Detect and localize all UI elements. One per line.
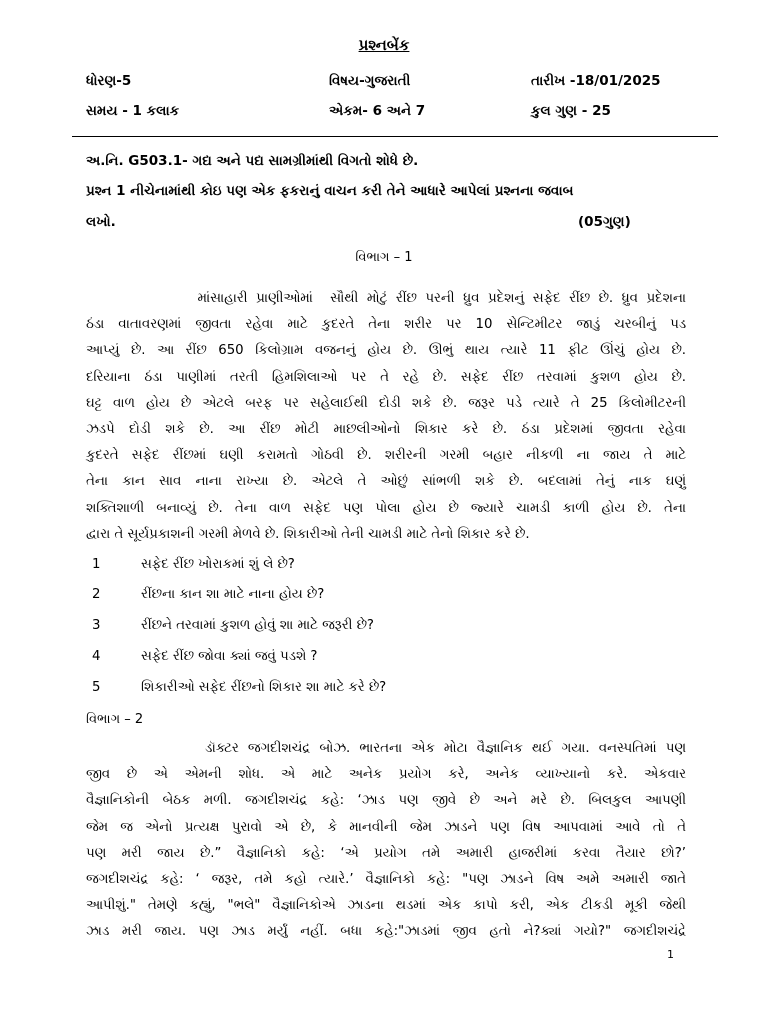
- paragraph-line: શક્તિશાળી બનાવ્યું છે. તેના વાળ સફેદ પણ પોલા હોય છે જ્યારે ચામડી કાળી હોય છે. તેના: [86, 500, 686, 516]
- paragraph-line: જેમ જ એનો પ્રત્યક્ષ પુરાવો એ છે, કે માનવીની જેમ ઝાડને પણ વિષ આપવામાં આવે તો તે: [86, 819, 686, 835]
- section-1-heading: વિભાગ – 1: [355, 250, 413, 265]
- paragraph-line: આપીશું." તેમણે કહ્યું, "ભલે" વૈજ્ઞાનિકોએ ઝાડના થડમાં એક કાપો કરી, એક ટીકડી મૂકી જેથી: [86, 898, 686, 914]
- total-marks-label: કુલ ગુણ - 25: [531, 103, 611, 119]
- sub-question: [92, 618, 374, 633]
- subject-label: વિષય-ગુજરાતી: [329, 73, 411, 89]
- sub-question-text: રીંછને તરવામાં કુશળ હોવું શા માટે જરૂરી છે?: [141, 618, 374, 633]
- paragraph-line: ઘટ્ટ વાળ હોય છે એટલે બરફ પર સહેલાઈથી દોડી શકે છે. જરૂર પડે ત્યારે તે 25 કિલોમીટરની: [86, 395, 686, 411]
- question-1-instruction-cont: લખો.: [86, 214, 116, 230]
- sub-question: [92, 557, 295, 572]
- paragraph-line: ઠંડા વાતાવરણમાં જીવતા રહેવા માટે કુદરતે તેના શરીર પર 10 સેન્ટિમીટર જાડું ચરબીનું પડ: [86, 317, 686, 333]
- learning-objective: અ.નિ. G503.1- ગદ્ય અને પદ્ય સામગ્રીમાંથી વિગતો શોધે છે.: [86, 153, 419, 169]
- sub-question-number: 2: [92, 587, 101, 602]
- header-row-2: [86, 103, 696, 125]
- question-1-instruction: પ્રશ્ન 1 નીચેનામાંથી કોઇ પણ એક ફકરાનું વાચન કરી તેને આધારે આપેલાં પ્રશ્નના જવાબ: [86, 183, 574, 199]
- paragraph-line: પણ મરી જાય છે.” વૈજ્ઞાનિકો કહે: ‘એ પ્રયોગ તમે અમારી હાજરીમાં કરવા તૈયાર છો?’: [86, 845, 686, 861]
- paragraph-line: દ્વારા તે સૂર્યપ્રકાશની ગરમી મેળવે છે. શિકારીઓ તેની ચામડી માટે તેનો શિકાર કરે છે.: [86, 526, 530, 542]
- unit-label: એકમ- 6 અને 7: [329, 103, 426, 119]
- sub-question: [92, 680, 386, 695]
- paragraph-line: તેના કાન સાવ નાના રાખ્યા છે. એટલે તે ઓછું સાંભળી શકે છે. બદલામાં તેનું નાક ઘણું: [86, 474, 686, 490]
- paragraph-line: જીવ છે એ એમની શોધ. એ માટે અનેક પ્રયોગ કરે, અનેક વ્યાખ્યાનો કરે. એકવાર: [86, 767, 686, 783]
- page-title: પ્રશ્નબેંક: [358, 36, 410, 54]
- question-1-marks: (05ગુણ): [578, 214, 631, 230]
- sub-question: [92, 587, 324, 602]
- time-label: સમય - 1 કલાક: [86, 103, 180, 119]
- sub-question-number: 5: [92, 680, 101, 695]
- grade-label: ધોરણ-5: [86, 73, 132, 89]
- section-2-heading: વિભાગ – 2: [86, 712, 144, 727]
- paragraph-line: આપ્યું છે. આ રીંછ 650 કિલોગ્રામ વજનનું હોય છે. ઊભું થાય ત્યારે 11 ફીટ ઊંચું હોય છે.: [86, 343, 686, 359]
- sub-question: [92, 649, 318, 664]
- paragraph-line: દરિયાના ઠંડા પાણીમાં તરતી હિમશિલાઓ પર તે રહે છે. સફેદ રીંછ તરવામાં કુશળ હોય છે.: [86, 369, 686, 385]
- paragraph-line: ડૉક્ટર જગદીશચંદ્ર બોઝ. ભારતના એક મોટા વૈજ્ઞાનિક થઈ ગયા. વનસ્પતિમાં પણ: [86, 741, 686, 756]
- paragraph-line: ઝાડ મરી જાય. પણ ઝાડ મર્યું નહીં. બધા કહે:"ઝાડમાં જીવ હતો ને?ક્યાં ગયો?" જગદીશચંદ્રે: [86, 924, 686, 940]
- sub-question-number: 4: [92, 649, 101, 664]
- date-label: તારીખ -18/01/2025: [531, 73, 661, 89]
- sub-question-number: 1: [92, 557, 101, 572]
- sub-question-text: સફેદ રીંછ ખોરાકમાં શું લે છે?: [141, 557, 295, 572]
- sub-question-number: 3: [92, 618, 101, 633]
- paragraph-line: માંસાહારી પ્રાણીઓમાં સૌથી મોટું રીંછ પરની ધ્રુવ પ્રદેશનું સફેદ રીંછ છે. ધ્રુવ પ્રદેશના: [86, 291, 686, 306]
- sub-question-text: શિકારીઓ સફેદ રીંછનો શિકાર શા માટે કરે છે?: [141, 680, 387, 695]
- sub-question-text: સફેદ રીંછ જોવા ક્યાં જવું પડશે ?: [141, 649, 318, 664]
- paragraph-line: ઝડપે દોડી શકે છે. આ રીંછ મોટી માછલીઓનો શિકાર કરે છે. ઠંડા પ્રદેશમાં જીવતા રહેવા: [86, 422, 686, 438]
- paragraph-line: વૈજ્ઞાનિકોની બેઠક મળી. જગદીશચંદ્ર કહે: ‘ઝાડ પણ જીવે છે અને મરે છે. બિલકુલ આપણી: [86, 793, 686, 809]
- section-2-paragraph: [86, 736, 686, 946]
- paragraph-line: જગદીશચંદ્ર કહે: ‘ જરૂર, તમે કહો ત્યારે.’ વૈજ્ઞાનિકો કહે: "પણ ઝાડને વિષ અમે અમારી જાતે: [86, 872, 686, 888]
- header-divider: [72, 136, 718, 137]
- section-1-paragraph: [86, 286, 686, 548]
- header-row-1: [86, 73, 696, 95]
- sub-question-text: રીંછના કાન શા માટે નાના હોય છે?: [141, 587, 325, 602]
- paragraph-line: કુદરતે સફેદ રીંછમાં ઘણી કરામતો ગોઠવી છે. શરીરની ગરમી બહાર નીકળી ના જાય તે માટે: [86, 448, 686, 464]
- page-number: 1: [667, 948, 674, 961]
